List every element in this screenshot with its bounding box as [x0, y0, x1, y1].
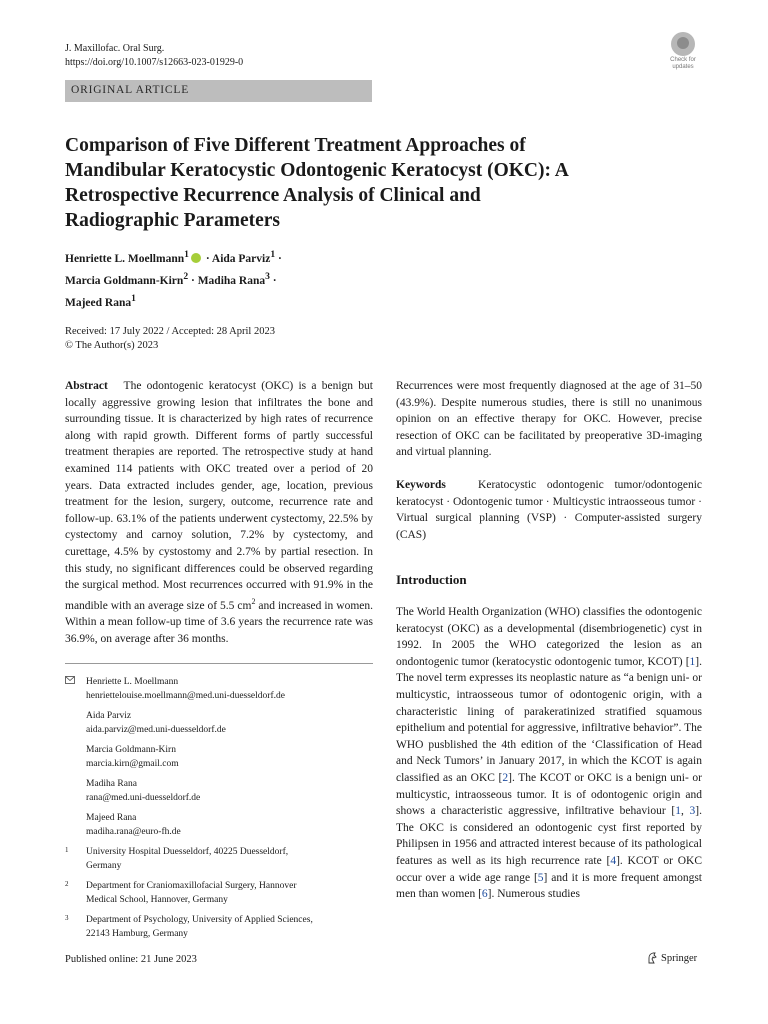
- affiliation-sup: 1: [184, 249, 189, 260]
- author-name: Madiha Rana: [86, 779, 137, 789]
- affiliation-sup: 1: [270, 249, 276, 260]
- author-name[interactable]: Majeed Rana: [65, 296, 132, 309]
- affiliation-number: 3: [65, 914, 69, 922]
- author-email[interactable]: henriettelouise.moellmann@med.uni-duesseldorf.de: [86, 691, 285, 701]
- affiliation-number: 2: [65, 880, 69, 888]
- badge-line1: Check for: [670, 57, 696, 63]
- affiliation-line: Department of Psychology, University of Applied Sciences,: [86, 915, 313, 925]
- author-email[interactable]: aida.parviz@med.uni-duesseldorf.de: [86, 725, 226, 735]
- author-separator: ·: [269, 274, 277, 287]
- author-name: Majeed Rana: [86, 813, 137, 823]
- citation-link[interactable]: 2: [502, 771, 509, 784]
- author-list: [65, 246, 385, 311]
- affiliation-sup: 2: [183, 270, 189, 282]
- affiliation-line: Department for Craniomaxillofacial Surgery, Hannover: [86, 881, 297, 891]
- intro-text: ] and it is more frequent amongst men than women [: [396, 871, 702, 901]
- affiliation-line: Germany: [86, 861, 122, 871]
- keywords-text: Keratocystic odontogenic tumor/odontogenic keratocyst · Odontogenic tumor · Multicystic intraosseous tumor · Virtual surgical planning (VSP) · Computer-assisted surgery (CAS): [396, 478, 702, 541]
- affiliation-line: University Hospital Duesseldorf, 40225 Duesseldorf,: [86, 847, 289, 857]
- publisher-logo[interactable]: [647, 952, 697, 964]
- abstract-continued-text: Recurrences were most frequently diagnosed at the age of 31–50 (43.9%). Despite numerous studies, there is still no unanimous opinion on an effective therapy for OKC. However, precise resection of OKC can be facilitated by preoperative 3D-imaging and virtual planning.: [396, 380, 702, 459]
- affiliation-number: 1: [65, 846, 69, 854]
- envelope-icon: [65, 675, 79, 689]
- badge-line2: updates: [672, 64, 694, 70]
- abstract-label: Abstract: [65, 380, 108, 392]
- check-for-updates-icon: [671, 32, 695, 56]
- intro-text: ,: [680, 805, 690, 818]
- affiliation-entry: [65, 879, 373, 907]
- keywords: [396, 477, 702, 543]
- keywords-label: Keywords: [396, 478, 446, 491]
- abstract-sup: 2: [251, 596, 256, 606]
- intro-text: ]. KCOT or OKC occur over a wide age range [: [396, 854, 702, 884]
- check-for-updates-badge[interactable]: [664, 32, 702, 70]
- affiliation-line: Medical School, Hannover, Germany: [86, 895, 228, 905]
- abstract-continued: [396, 378, 702, 543]
- article-title: Comparison of Five Different Treatment Approaches of Mandibular Keratocystic Odontogenic Keratocyst (OKC): A Retrospective Recurrence Analysis of Clinical and Radiographic Parameters: [65, 135, 568, 231]
- received-accepted: Received: 17 July 2022 / Accepted: 28 April 2023: [65, 326, 275, 337]
- author-name: Marcia Goldmann-Kirn: [86, 745, 176, 755]
- citation-link[interactable]: 1: [689, 655, 696, 668]
- article-type: ORIGINAL ARTICLE: [71, 84, 190, 96]
- copyright: © The Author(s) 2023: [65, 340, 159, 351]
- author-name: Aida Parviz: [86, 711, 132, 721]
- correspondence-entry: [65, 675, 373, 703]
- journal-name: J. Maxillofac. Oral Surg.: [65, 43, 165, 54]
- author-name: Henriette L. Moellmann: [86, 677, 179, 687]
- doi-link[interactable]: https://doi.org/10.1007/s12663-023-01929-0: [65, 57, 244, 68]
- orcid-icon[interactable]: [191, 253, 201, 263]
- correspondence-entry: [65, 743, 373, 771]
- author-name[interactable]: Marcia Goldmann-Kirn: [65, 274, 184, 287]
- springer-horse-icon: [647, 952, 657, 964]
- intro-text: ]. Numerous studies: [487, 888, 580, 901]
- citation-link[interactable]: 1: [675, 805, 681, 818]
- citation-link[interactable]: 6: [481, 888, 488, 901]
- affiliation-line: 22143 Hamburg, Germany: [86, 929, 188, 939]
- correspondence-entry: [65, 709, 373, 737]
- author-separator: ·: [188, 274, 198, 287]
- intro-text: ]. The KCOT or OKC is a benign uni- or multicystic, intraosseous tumor. It is of odontogenic origin and shows a characteristic aggressive, infiltrative behaviour [: [396, 771, 702, 818]
- author-separator: ·: [202, 252, 212, 265]
- introduction-text: [396, 604, 702, 903]
- publisher-name: Springer: [661, 952, 698, 964]
- intro-text: ]. The novel term expresses its neoplastic nature as “a benign uni- or multicystic, intraosseous tumor of odontogenic origin, with a characteristic lining of parakeratinized stratified squamous epithelium and potential for aggressive, infiltrative behavior”. The WHO pusblished the 4th edition of the ‘Classification of Head and Neck Tumors’ in January 2017, in which the KCOT is again classified as an OKC [: [396, 655, 702, 784]
- correspondence-entry: [65, 777, 373, 805]
- citation-link[interactable]: 5: [537, 871, 544, 884]
- author-email[interactable]: rana@med.uni-duesseldorf.de: [86, 793, 201, 803]
- intro-text: ]. The OKC is considered an odontogenic cyst first reported by Philipsen in 1956 and attracted interest because of its pathological features as well as its high recurrence rate [: [396, 805, 702, 867]
- author-email[interactable]: madiha.rana@euro-fh.de: [86, 827, 181, 837]
- citation-link[interactable]: 4: [610, 854, 617, 867]
- author-name[interactable]: Aida Parviz: [211, 252, 271, 265]
- affiliation-sup: 3: [265, 270, 270, 282]
- article-type-bar: [65, 80, 372, 102]
- author-name[interactable]: Madiha Rana: [197, 274, 266, 287]
- article-dates: [65, 325, 275, 353]
- divider: [65, 663, 373, 664]
- author-name[interactable]: Henriette L. Moellmann: [65, 252, 185, 265]
- affiliations-block: [65, 675, 373, 947]
- abstract: [65, 378, 373, 647]
- abstract-text-end: and increased in women. Within a mean follow-up time of 3.6 years the recurrence rate was 36.9%, on average after 36 months.: [65, 599, 373, 645]
- published-online: Published online: 21 June 2023: [65, 954, 197, 965]
- correspondence-entry: [65, 811, 373, 839]
- author-email[interactable]: marcia.kirn@gmail.com: [86, 759, 179, 769]
- abstract-text: The odontogenic keratocyst (OKC) is a benign but locally aggressive growing lesion that infiltrates the bone and surrounding tissue. It is characterized by high rates of recurrence along with rapid growth. Different forms of partly successful treatment therapies are reported. The retrospective study at hand examined 114 patients with OKC treated over a period of 20 years. Data extracted includes gender, age, location, previous treatment for the lesion, surgery, outcome, recurrence rate and follow-up. 63.1% of the patients underwent cystectomy, 22.5% by cystectomy and carnoy solution, 7.2% by cystectomy, and curettage, 4.5% by cystostomy and 2.7% by partial resection. In this study, no significant differences could be observed regarding the surgical method. Most recurrences occurred with 91.9% in the mandible with an average size of 5.5 cm: [65, 380, 373, 612]
- citation-link[interactable]: 3: [689, 805, 696, 818]
- section-heading-introduction: Introduction: [396, 572, 467, 587]
- author-separator: ·: [275, 252, 282, 265]
- journal-header: [65, 42, 243, 70]
- affiliation-sup: 1: [131, 292, 136, 304]
- affiliation-entry: [65, 845, 373, 873]
- affiliation-entry: [65, 913, 373, 941]
- intro-text: The World Health Organization (WHO) classifies the odontogenic keratocyst (OKC) as a developmental (disembriogenetic) cyst in 1992. In 2005 the WHO categorized the lesion as an ondontogenic tumor (keratocystic odontogenic tumor, KCOT) [: [396, 606, 702, 668]
